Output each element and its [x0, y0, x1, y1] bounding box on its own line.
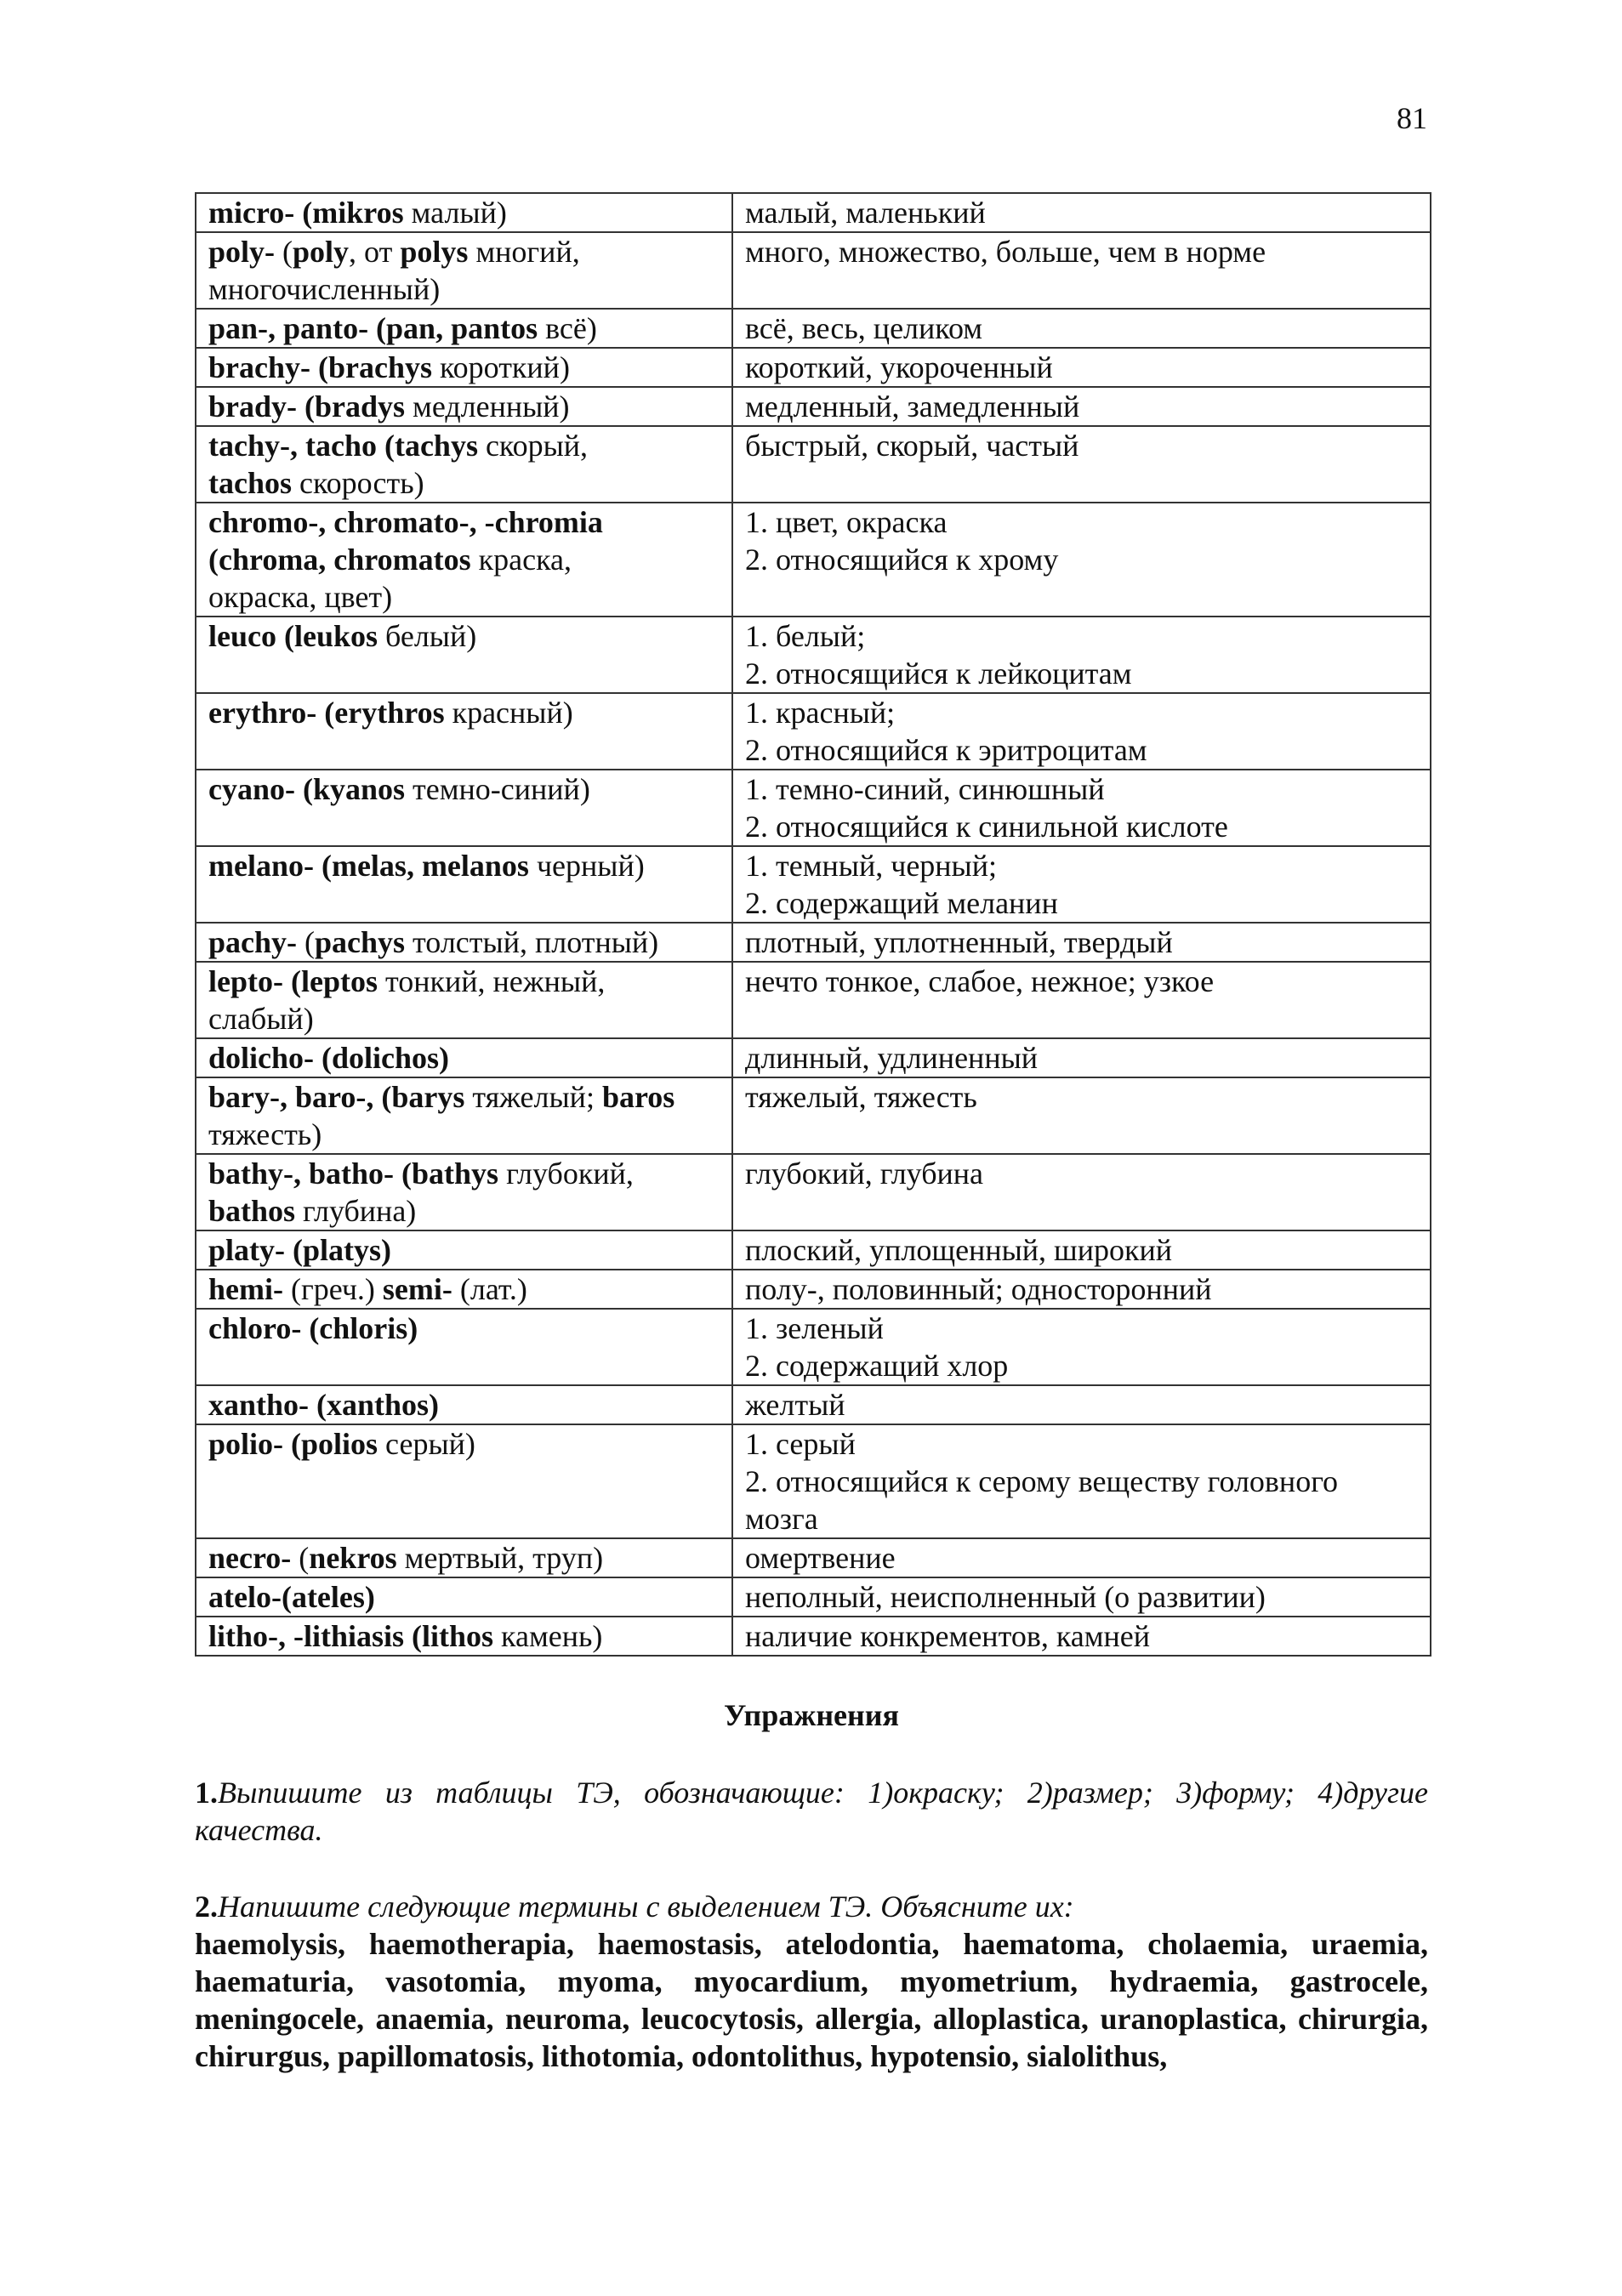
term-bold-segment: pachys	[315, 925, 406, 959]
meaning-cell	[732, 503, 1431, 617]
meaning-line: малый, маленький	[745, 196, 986, 230]
term-plain-segment: черный)	[528, 849, 645, 883]
term-bold-segment: atelo-(ateles)	[208, 1580, 375, 1614]
term-element-line	[208, 233, 720, 270]
exercises-heading: Упражнения	[723, 1698, 899, 1732]
meaning-cell	[732, 1230, 1431, 1270]
meaning-cell	[732, 1270, 1431, 1309]
term-element-line	[208, 1192, 720, 1230]
term-element-line	[208, 847, 720, 884]
table-row	[196, 309, 1431, 348]
meaning-cell	[732, 232, 1431, 309]
term-element-cell	[196, 348, 732, 387]
term-bold-segment: polio- (polios	[208, 1427, 378, 1461]
meaning-line: 2. относящийся к хрому	[745, 543, 1059, 577]
term-element-line	[208, 503, 720, 541]
term-plain-segment: красный)	[444, 696, 573, 730]
term-bold-segment: brachy- (brachys	[208, 350, 432, 384]
term-bold-segment: platy- (platys)	[208, 1233, 391, 1267]
term-element-cell	[196, 1309, 732, 1385]
table-row	[196, 1577, 1431, 1617]
meaning-cell	[732, 962, 1431, 1038]
term-element-line	[208, 388, 720, 425]
meaning-line: 1. зеленый	[745, 1311, 884, 1345]
meaning-line: 2. содержащий меланин	[745, 886, 1058, 920]
meaning-cell	[732, 617, 1431, 693]
exercise-2-number: 2.	[195, 1890, 218, 1924]
exercise-1-number: 1.	[195, 1776, 218, 1810]
term-bold-segment: necro-	[208, 1541, 292, 1575]
term-element-cell	[196, 1385, 732, 1424]
term-plain-segment: краска,	[470, 543, 572, 577]
meaning-cell	[732, 1538, 1431, 1577]
term-bold-segment: melano- (melas, melanos	[208, 849, 529, 883]
meaning-cell	[732, 1038, 1431, 1077]
term-plain-segment: , от	[349, 235, 401, 269]
meaning-cell	[732, 693, 1431, 770]
meaning-cell	[732, 387, 1431, 426]
term-bold-segment: semi-	[382, 1272, 452, 1306]
table-row	[196, 846, 1431, 923]
meaning-line: 2. относящийся к синильной кислоте	[745, 810, 1228, 844]
term-plain-segment: тяжелый;	[464, 1080, 602, 1114]
meaning-cell	[732, 1077, 1431, 1154]
term-plain-segment: многий,	[468, 235, 580, 269]
term-element-line	[208, 1116, 720, 1153]
meaning-cell	[732, 1385, 1431, 1424]
term-plain-segment: скорость)	[292, 466, 424, 500]
meaning-line: много, множество, больше, чем в норме	[745, 235, 1266, 269]
term-bold-segment: brady- (bradys	[208, 389, 406, 423]
term-bold-segment: bathy-, batho- (bathys	[208, 1157, 499, 1191]
term-plain-segment: мертвый, труп)	[396, 1541, 604, 1575]
meaning-line: длинный, удлиненный	[745, 1041, 1039, 1075]
meaning-cell	[732, 1617, 1431, 1656]
term-bold-segment: hemi-	[208, 1272, 283, 1306]
term-plain-segment: всё)	[538, 311, 597, 345]
term-plain-segment: тонкий, нежный,	[377, 964, 606, 998]
table-row	[196, 1538, 1431, 1577]
term-plain-segment: слабый)	[208, 1002, 314, 1036]
term-element-line	[208, 1039, 720, 1077]
meaning-line: быстрый, скорый, частый	[745, 429, 1079, 463]
term-element-line	[208, 1386, 720, 1424]
table-row	[196, 1230, 1431, 1270]
table-row	[196, 1385, 1431, 1424]
term-bold-segment: bary-, baro-, (barys	[208, 1080, 465, 1114]
meaning-line: 2. содержащий хлор	[745, 1349, 1009, 1383]
meaning-line: тяжелый, тяжесть	[745, 1080, 977, 1114]
meaning-line: 2. относящийся к лейкоцитам	[745, 656, 1132, 691]
term-element-cell	[196, 309, 732, 348]
meaning-cell	[732, 923, 1431, 962]
term-plain-segment: (лат.)	[452, 1272, 527, 1306]
exercise-2-terms: haemolysis, haemotherapia, haemostasis, atelodontia, haematoma, cholaemia, uraemia, haematuria, vasotomia, myoma, myocardium, myometrium, hydraemia, gastrocele, meningocele, anaemia, neuroma, leucocytosis, allergia, alloplastica, uranoplastica, chirurgia, chirurgus, papillomatosis, lithotomia, odontolithus, hypotensio, sialolithus,	[195, 1927, 1428, 2073]
term-bold-segment: erythro- (erythros	[208, 696, 445, 730]
term-element-line	[208, 349, 720, 386]
term-bold-segment: nekros	[309, 1541, 397, 1575]
term-element-cell	[196, 962, 732, 1038]
term-bold-segment: lepto- (leptos	[208, 964, 378, 998]
term-bold-segment: chloro- (chloris)	[208, 1311, 418, 1345]
meaning-line: наличие конкрементов, камней	[745, 1619, 1151, 1653]
term-element-line	[208, 1231, 720, 1269]
term-element-cell	[196, 693, 732, 770]
term-element-line	[208, 1155, 720, 1192]
term-plain-segment: скорый,	[477, 429, 589, 463]
term-plain-segment: серый)	[378, 1427, 475, 1461]
term-element-cell	[196, 923, 732, 962]
term-plain-segment: толстый, плотный)	[405, 925, 659, 959]
term-element-line	[208, 541, 720, 578]
term-element-line	[208, 310, 720, 347]
meaning-cell	[732, 426, 1431, 503]
term-element-cell	[196, 1077, 732, 1154]
meaning-line: короткий, укороченный	[745, 350, 1053, 384]
meaning-line: глубокий, глубина	[745, 1157, 984, 1191]
term-plain-segment: тяжесть)	[208, 1117, 322, 1151]
term-bold-segment: polys	[400, 235, 469, 269]
term-bold-segment: poly	[293, 235, 350, 269]
term-plain-segment: глубина)	[295, 1194, 417, 1228]
table-row	[196, 962, 1431, 1038]
table-row	[196, 1617, 1431, 1656]
term-element-cell	[196, 1617, 732, 1656]
table-row	[196, 503, 1431, 617]
term-element-line	[208, 963, 720, 1000]
term-element-cell	[196, 387, 732, 426]
term-element-cell	[196, 1230, 732, 1270]
table-row	[196, 426, 1431, 503]
term-element-line	[208, 924, 720, 961]
meaning-cell	[732, 193, 1431, 232]
term-element-line	[208, 1539, 720, 1577]
term-element-cell	[196, 1154, 732, 1230]
term-bold-segment: litho-, -lithiasis (lithos	[208, 1619, 494, 1653]
table-row	[196, 770, 1431, 846]
meaning-line: 1. белый;	[745, 619, 866, 653]
meaning-line: 1. цвет, окраска	[745, 505, 948, 539]
term-element-line	[208, 1578, 720, 1616]
term-element-line	[208, 617, 720, 655]
term-plain-segment: темно-синий)	[405, 772, 590, 806]
meaning-cell	[732, 309, 1431, 348]
exercise-1	[195, 1774, 1428, 1849]
term-plain-segment: белый)	[378, 619, 477, 653]
table-row	[196, 923, 1431, 962]
term-element-cell	[196, 1270, 732, 1309]
term-plain-segment: медленный)	[405, 389, 570, 423]
meaning-line: всё, весь, целиком	[745, 311, 983, 345]
term-element-cell	[196, 846, 732, 923]
term-bold-segment: chromo-, chromato-, -chromia	[208, 505, 603, 539]
table-body	[196, 193, 1431, 1656]
term-bold-segment: dolicho- (dolichos)	[208, 1041, 450, 1075]
term-plain-segment: (	[291, 1541, 310, 1575]
meaning-line: нечто тонкое, слабое, нежное; узкое	[745, 964, 1215, 998]
meaning-line: омертвение	[745, 1541, 896, 1575]
term-element-line	[208, 1617, 720, 1655]
table-row	[196, 1270, 1431, 1309]
table-row	[196, 348, 1431, 387]
table-row	[196, 1309, 1431, 1385]
meaning-cell	[732, 770, 1431, 846]
term-bold-segment: poly-	[208, 235, 276, 269]
exercise-2	[195, 1888, 1428, 2075]
exercise-1-text: Выпишите из таблицы ТЭ, обозначающие: 1)окраску; 2)размер; 3)форму; 4)другие качества.	[195, 1776, 1428, 1847]
meaning-line: медленный, замедленный	[745, 389, 1080, 423]
term-elements-table	[195, 192, 1431, 1657]
term-plain-segment: окраска, цвет)	[208, 580, 393, 614]
term-element-line	[208, 194, 720, 231]
table-row	[196, 1038, 1431, 1077]
meaning-line: 1. темно-синий, синюшный	[745, 772, 1105, 806]
term-bold-segment: leuco (leukos	[208, 619, 378, 653]
term-bold-segment: pachy-	[208, 925, 298, 959]
term-element-line	[208, 464, 720, 502]
table-row	[196, 1154, 1431, 1230]
term-bold-segment: cyano- (kyanos	[208, 772, 406, 806]
term-plain-segment: короткий)	[432, 350, 570, 384]
meaning-line: мозга	[745, 1502, 818, 1536]
table-row	[196, 1077, 1431, 1154]
term-bold-segment: micro- (mikros	[208, 196, 404, 230]
exercise-2-text: Напишите следующие термины с выделением ТЭ. Объясните их:	[218, 1890, 1074, 1924]
term-bold-segment: tachos	[208, 466, 292, 500]
meaning-line: желтый	[745, 1388, 845, 1422]
meaning-cell	[732, 348, 1431, 387]
term-bold-segment: bathos	[208, 1194, 296, 1228]
term-bold-segment: xantho- (xanthos)	[208, 1388, 440, 1422]
meaning-line: 1. серый	[745, 1427, 856, 1461]
term-element-cell	[196, 1424, 732, 1538]
term-element-line	[208, 770, 720, 808]
term-element-cell	[196, 1577, 732, 1617]
term-element-cell	[196, 193, 732, 232]
table-row	[196, 232, 1431, 309]
term-bold-segment: tachy-, tacho (tachys	[208, 429, 478, 463]
meaning-cell	[732, 1424, 1431, 1538]
meaning-cell	[732, 1577, 1431, 1617]
meaning-line: 1. темный, черный;	[745, 849, 998, 883]
term-element-line	[208, 1000, 720, 1037]
meaning-line: неполный, неисполненный (о развитии)	[745, 1580, 1266, 1614]
meaning-line: полу-, половинный; односторонний	[745, 1272, 1212, 1306]
meaning-line: плотный, уплотненный, твердый	[745, 925, 1173, 959]
term-plain-segment: глубокий,	[498, 1157, 634, 1191]
term-element-line	[208, 270, 720, 308]
meaning-cell	[732, 1309, 1431, 1385]
term-element-line	[208, 1310, 720, 1347]
term-plain-segment: (	[297, 925, 316, 959]
term-element-line	[208, 1425, 720, 1463]
meaning-cell	[732, 846, 1431, 923]
term-element-line	[208, 427, 720, 464]
term-element-cell	[196, 426, 732, 503]
term-element-cell	[196, 770, 732, 846]
meaning-line: 1. красный;	[745, 696, 896, 730]
term-element-cell	[196, 503, 732, 617]
term-element-line	[208, 694, 720, 731]
meaning-cell	[732, 1154, 1431, 1230]
term-element-line	[208, 578, 720, 616]
term-bold-segment: baros	[601, 1080, 675, 1114]
table-row	[196, 193, 1431, 232]
term-element-line	[208, 1078, 720, 1116]
term-plain-segment: малый)	[403, 196, 507, 230]
meaning-line: 2. относящийся к эритроцитам	[745, 733, 1147, 767]
term-element-cell	[196, 1038, 732, 1077]
term-bold-segment: (chroma, chromatos	[208, 543, 471, 577]
table-row	[196, 617, 1431, 693]
term-element-line	[208, 1270, 720, 1308]
table-row	[196, 387, 1431, 426]
page-number: 81	[1397, 101, 1427, 135]
meaning-line: плоский, уплощенный, широкий	[745, 1233, 1173, 1267]
term-element-cell	[196, 232, 732, 309]
term-plain-segment: камень)	[493, 1619, 603, 1653]
term-plain-segment: (греч.)	[282, 1272, 383, 1306]
term-plain-segment: (	[275, 235, 293, 269]
term-element-cell	[196, 617, 732, 693]
table-row	[196, 693, 1431, 770]
term-bold-segment: pan-, panto- (pan, pantos	[208, 311, 538, 345]
term-element-cell	[196, 1538, 732, 1577]
table-row	[196, 1424, 1431, 1538]
term-plain-segment: многочисленный)	[208, 272, 441, 306]
meaning-line: 2. относящийся к серому веществу головного	[745, 1464, 1339, 1498]
